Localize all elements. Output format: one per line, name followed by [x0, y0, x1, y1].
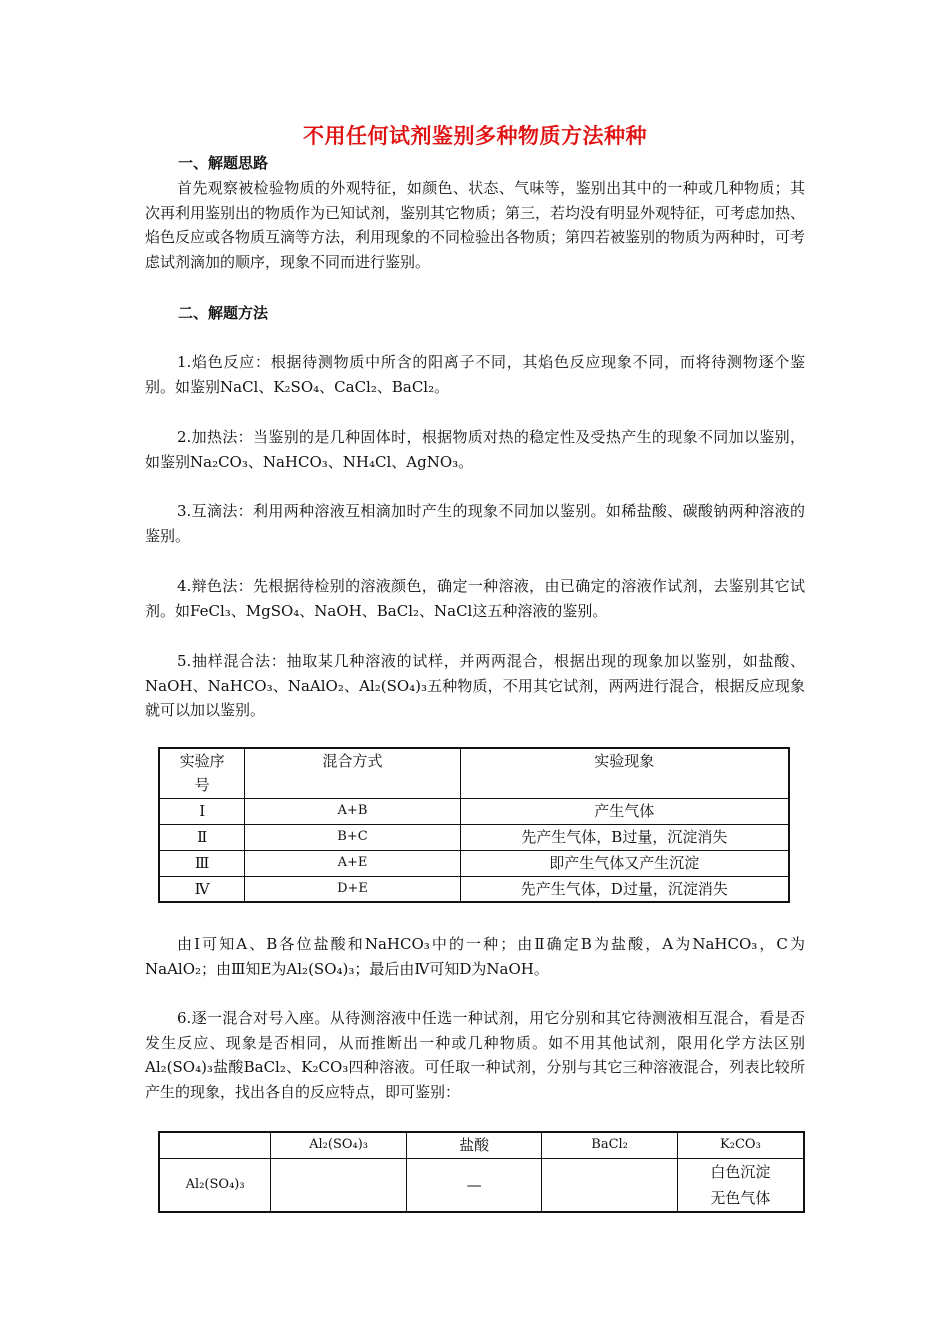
analysis-conclusion: 由Ⅰ可知A、B各位盐酸和NaHCO₃中的一种；由Ⅱ确定B为盐酸，A为NaHCO₃，C为NaAlO₂；由Ⅲ知E为Al₂(SO₄)₃；最后由Ⅳ可知D为NaOH。 — [145, 935, 805, 978]
approach-paragraph: 首先观察被检验物质的外观特征，如颜色、状态、气味等，鉴别出其中的一种或几种物质；其次再利用鉴别出的物质作为已知试剂，鉴别其它物质；第三，若均没有明显外观特征，可考虑加热、焰色反应或各物质互滴等方法，利用现象的不同检验出各物质；第四若被鉴别的物质为两种时，可考虑试剂滴加的顺序，现象不同而进行鉴别。 — [145, 179, 806, 271]
cell-phenomenon: 即产生气体又产生沉淀 — [460, 850, 789, 876]
table-row — [159, 850, 789, 876]
cell-number: Ⅱ — [159, 824, 245, 850]
cell-number: Ⅳ — [159, 876, 245, 902]
section-heading-approach: 一、解题思路 — [178, 154, 269, 172]
document-title: 不用任何试剂鉴别多种物质方法种种 — [303, 123, 647, 148]
method-3-mutual-drip: 3.互滴法：利用两种溶液互相滴加时产生的现象不同加以鉴别。如稀盐酸、碳酸钠两种溶液的鉴别。 — [145, 502, 805, 545]
cell-hcl-result: — — [406, 1158, 541, 1212]
header-experiment-number: 实验序号 — [159, 748, 245, 798]
table-row — [159, 824, 789, 850]
cell-bacl2-result — [542, 1158, 678, 1212]
table-row — [159, 876, 789, 902]
row-label-al2so43: Al₂(SO₄)₃ — [159, 1158, 271, 1212]
header-hcl: 盐酸 — [406, 1132, 541, 1158]
experiment-table — [158, 747, 790, 903]
cell-k2co3-result: 白色沉淀 无色气体 — [677, 1158, 804, 1212]
cell-phenomenon: 先产生气体，B过量，沉淀消失 — [460, 824, 789, 850]
table-row — [159, 798, 789, 824]
method-5-sampling: 5.抽样混合法：抽取某几种溶液的试样，并两两混合，根据出现的现象加以鉴别，如盐酸、NaOH、NaHCO₃、NaAlO₂、Al₂(SO₄)₃五种物质，不用其它试剂，两两进行混合，根据反应现象就可以加以鉴别。 — [145, 652, 805, 719]
header-al2so43: Al₂(SO₄)₃ — [271, 1132, 407, 1158]
table-header-row — [159, 1132, 804, 1158]
header-mix-method: 混合方式 — [245, 748, 460, 798]
header-phenomenon: 实验现象 — [460, 748, 789, 798]
method-4-color: 4.辩色法：先根据待检别的溶液颜色，确定一种溶液，由已确定的溶液作试剂，去鉴别其它试剂。如FeCl₃、MgSO₄、NaOH、BaCl₂、NaCl这五种溶液的鉴别。 — [145, 577, 805, 620]
header-bacl2: BaCl₂ — [542, 1132, 678, 1158]
cell-number: Ⅰ — [159, 798, 245, 824]
cell-mix: B+C — [245, 824, 460, 850]
cell-mix: A+E — [245, 850, 460, 876]
cell-mix: A+B — [245, 798, 460, 824]
header-k2co3: K₂CO₃ — [677, 1132, 804, 1158]
cell-phenomenon: 产生气体 — [460, 798, 789, 824]
cell-number: Ⅲ — [159, 850, 245, 876]
cell-self — [271, 1158, 407, 1212]
method-6-mixing: 6.逐一混合对号入座。从待测溶液中任选一种试剂，用它分别和其它待测液相互混合，看是否发生反应、现象是否相同，从而推断出一种或几种物质。如不用其他试剂，限用化学方法区别Al₂(SO₄)₃盐酸BaCl₂、K₂CO₃四种溶液。可任取一种试剂，分别与其它三种溶液混合，列表比较所产生的现象，找出各自的反应特点，即可鉴别： — [145, 1009, 805, 1101]
cell-mix: D+E — [245, 876, 460, 902]
section-heading-methods: 二、解题方法 — [178, 304, 269, 322]
table-row — [159, 1158, 804, 1212]
table-header-row — [159, 748, 789, 798]
comparison-table — [158, 1131, 805, 1213]
method-2-heating: 2.加热法：当鉴别的是几种固体时，根据物质对热的稳定性及受热产生的现象不同加以鉴别，如鉴别Na₂CO₃、NaHCO₃、NH₄Cl、AgNO₃。 — [145, 428, 805, 471]
header-empty — [159, 1132, 271, 1158]
method-1-flame-test: 1.焰色反应：根据待测物质中所含的阳离子不同，其焰色反应现象不同，而将待测物逐个鉴别。如鉴别NaCl、K₂SO₄、CaCl₂、BaCl₂。 — [145, 353, 805, 396]
cell-phenomenon: 先产生气体，D过量，沉淀消失 — [460, 876, 789, 902]
